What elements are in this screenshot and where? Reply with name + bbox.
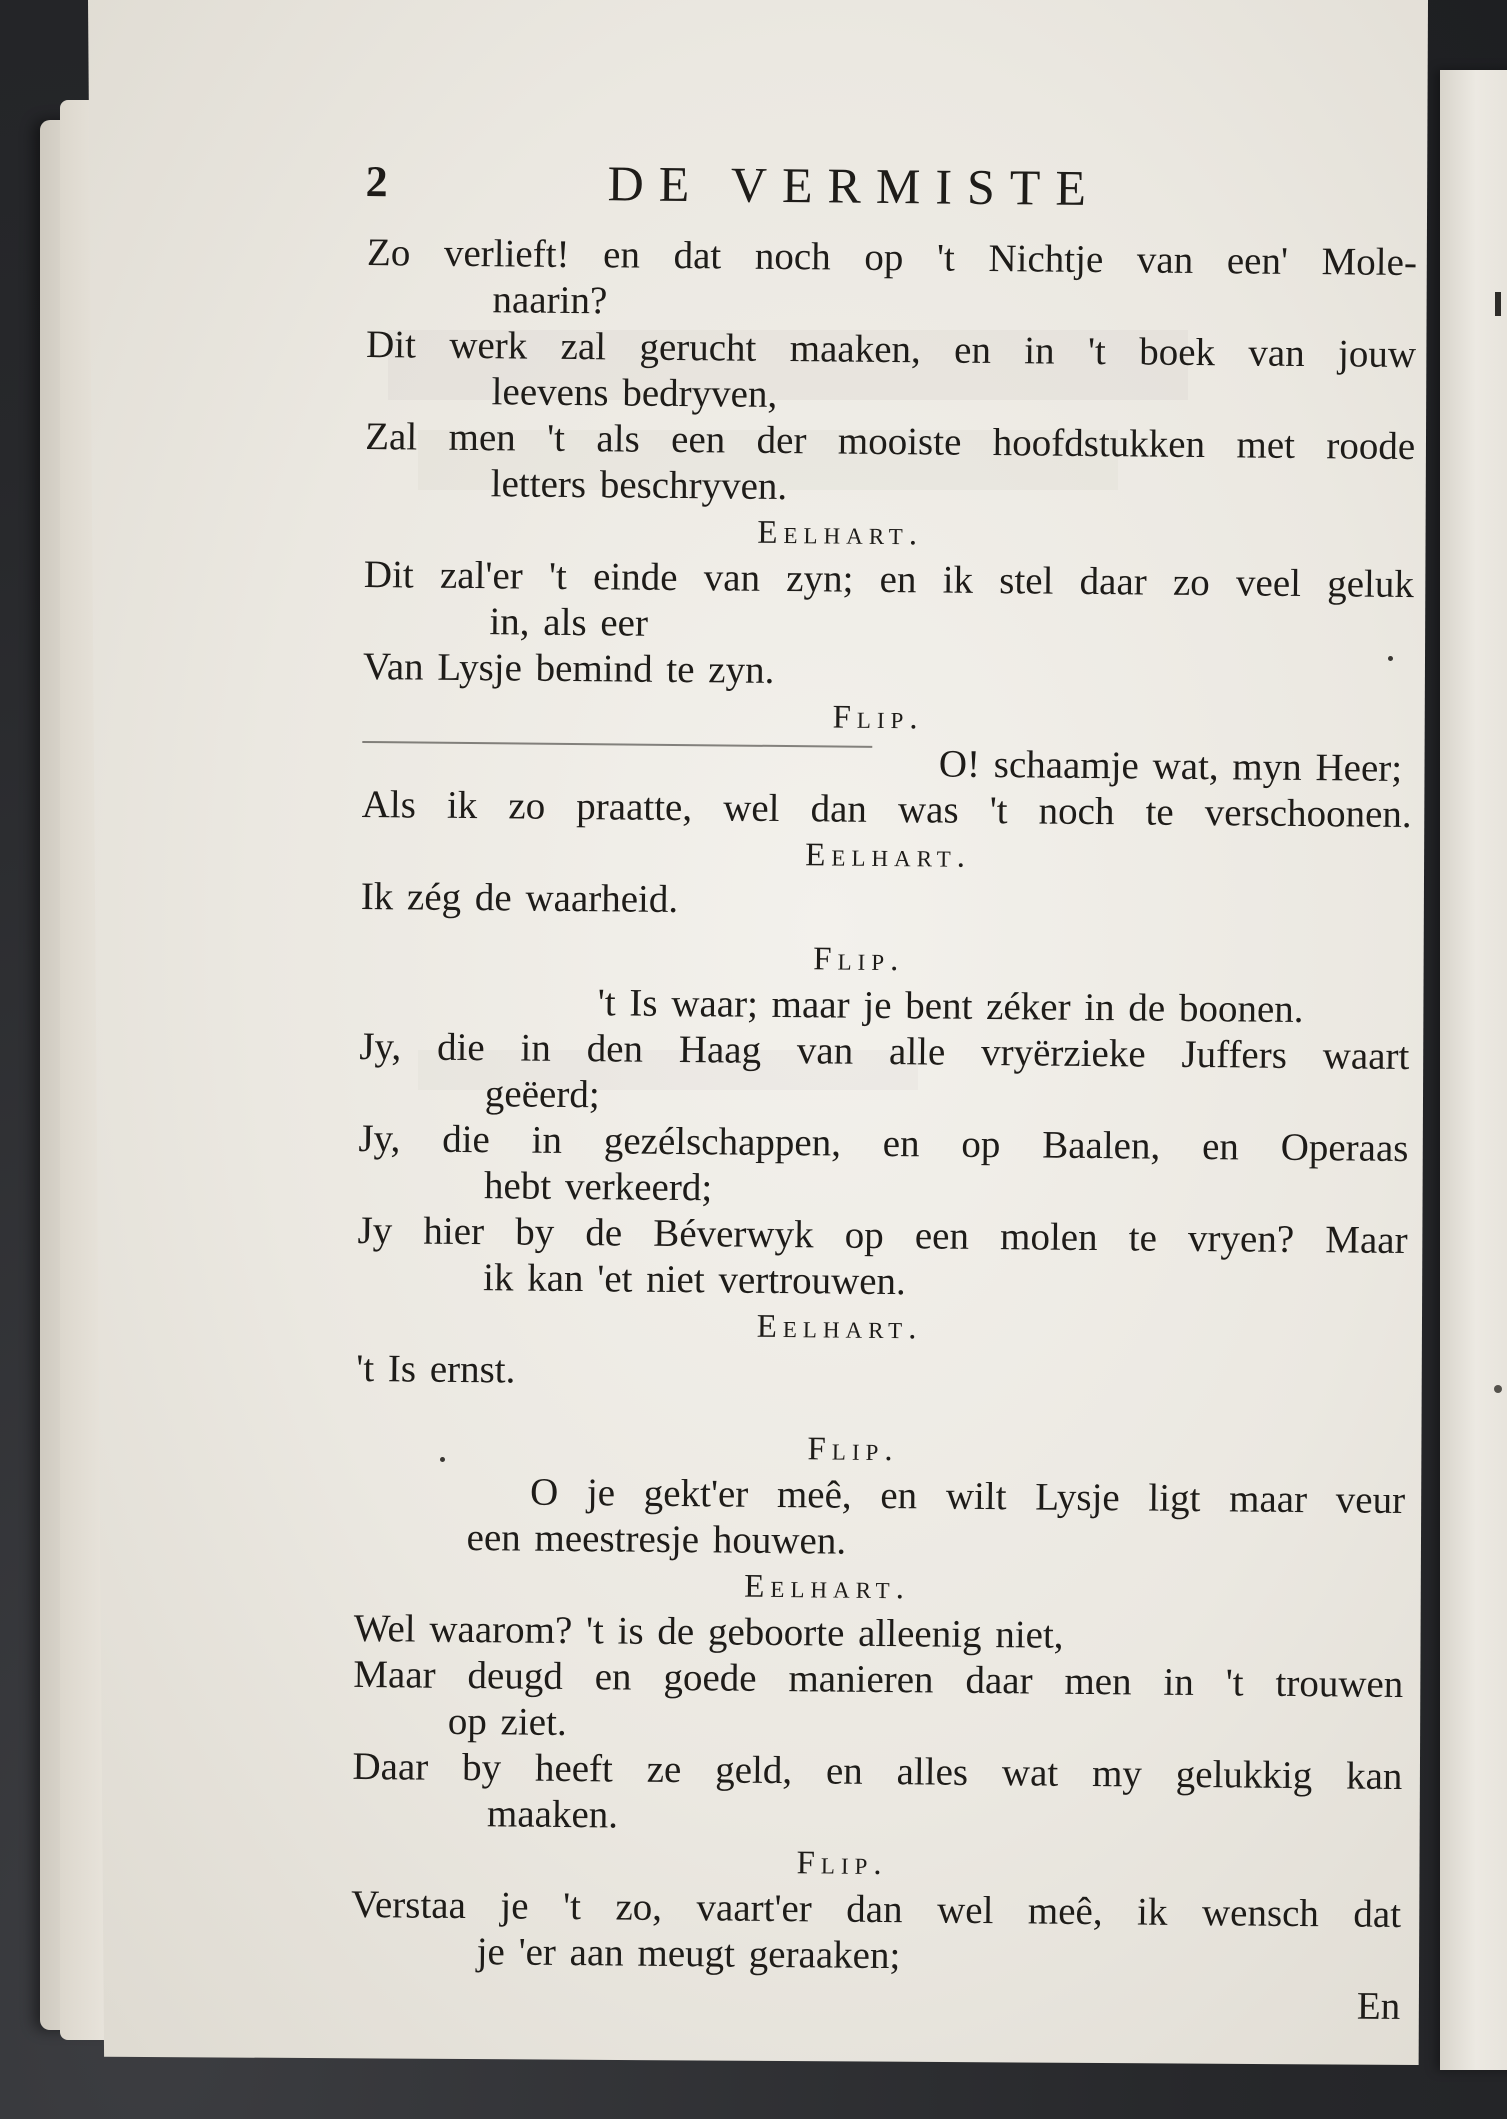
- verse-line: maaken.: [486, 1792, 619, 1837]
- page-header: [367, 148, 1418, 240]
- verse-line: Daar by heeft ze geld, en alles wat my gelukkig kan: [352, 1744, 1403, 1799]
- verse-line: ik kan 'et niet vertrouwen.: [482, 1256, 907, 1304]
- verse-line: hebt verkeerd;: [483, 1164, 713, 1210]
- verse-line: Zo verlieft! en dat noch op 't Nichtje van een' Mole-: [366, 230, 1418, 285]
- verse-line: Dit werk zal gerucht maaken, en in 't boek van jouw: [365, 322, 1417, 377]
- verse-line: leevens bedryven,: [491, 370, 778, 416]
- verse-line: Wel waarom? 't is de geboorte alleenig niet,: [353, 1606, 1064, 1657]
- speaker-name: Eelhart.: [805, 837, 972, 875]
- facing-page-ink-mark: [1495, 292, 1501, 316]
- split-verse-rule: [362, 741, 872, 748]
- page-number: 2: [365, 156, 388, 207]
- speaker-name: Eelhart.: [756, 1308, 923, 1347]
- verse-line: 't Is waar; maar je bent zéker in de boonen.: [597, 981, 1304, 1032]
- verse-line: Van Lysje bemind te zyn.: [362, 644, 775, 692]
- verse-line: je 'er aan meugt geraaken;: [476, 1930, 901, 1978]
- verse-line: Verstaa je 't zo, vaart'er dan wel meê, ik wensch dat: [350, 1882, 1402, 1936]
- verse-line: Jy, die in den Haag van alle vryërzieke Juffers waart: [359, 1024, 1410, 1079]
- verse-line: geëerd;: [484, 1072, 600, 1117]
- speaker-name: Flip.: [832, 699, 924, 737]
- verse-line: Ik zég de waarheid.: [360, 874, 679, 922]
- ink-speck: [440, 1457, 445, 1462]
- verse-line: 't Is ernst.: [356, 1346, 516, 1392]
- verse-line: Dit zal'er 't einde van zyn; en ik stel daar zo veel geluk: [363, 552, 1415, 607]
- page-text: [350, 148, 1418, 2030]
- verse-line: in, als eer: [489, 600, 649, 645]
- running-title: DE VERMISTE: [607, 155, 1102, 217]
- verse-line: een meestresje houwen.: [466, 1516, 847, 1563]
- speaker-name: Flip.: [807, 1431, 899, 1469]
- verse-line: op ziet.: [447, 1699, 567, 1744]
- verse-line: O je gekt'er meê, en wilt Lysje ligt maar veur: [529, 1470, 1406, 1523]
- verse-line: naarin?: [492, 278, 608, 323]
- verse-line: Jy, die in gezélschappen, en op Baalen, en Operaas: [358, 1116, 1409, 1171]
- ink-speck: [1388, 656, 1393, 661]
- facing-page-edge: [1440, 70, 1507, 2070]
- verse-line-text: O! schaamje wat, myn Heer;: [938, 742, 1403, 790]
- verse-line: Maar deugd en goede manieren daar men in 't trouwen: [353, 1652, 1404, 1707]
- speaker-name: Eelhart.: [757, 514, 924, 553]
- dialogue-body: [350, 230, 1417, 1984]
- verse-line: Jy hier by de Béverwyk op een molen te vryen? Maar: [357, 1208, 1408, 1263]
- speaker-name: Flip.: [813, 941, 905, 979]
- verse-line: Zal men 't als een der mooiste hoofdstukken met roode: [365, 414, 1416, 469]
- speaker-name: Flip.: [796, 1845, 888, 1883]
- facing-page-ink-dot: [1494, 1385, 1502, 1393]
- verse-line: Als ik zo praatte, wel dan was 't noch te verschoonen.: [361, 782, 1412, 837]
- verse-line: letters beschryven.: [490, 462, 788, 509]
- catchword: En: [1356, 1984, 1401, 2028]
- speaker-name: Eelhart.: [744, 1568, 911, 1607]
